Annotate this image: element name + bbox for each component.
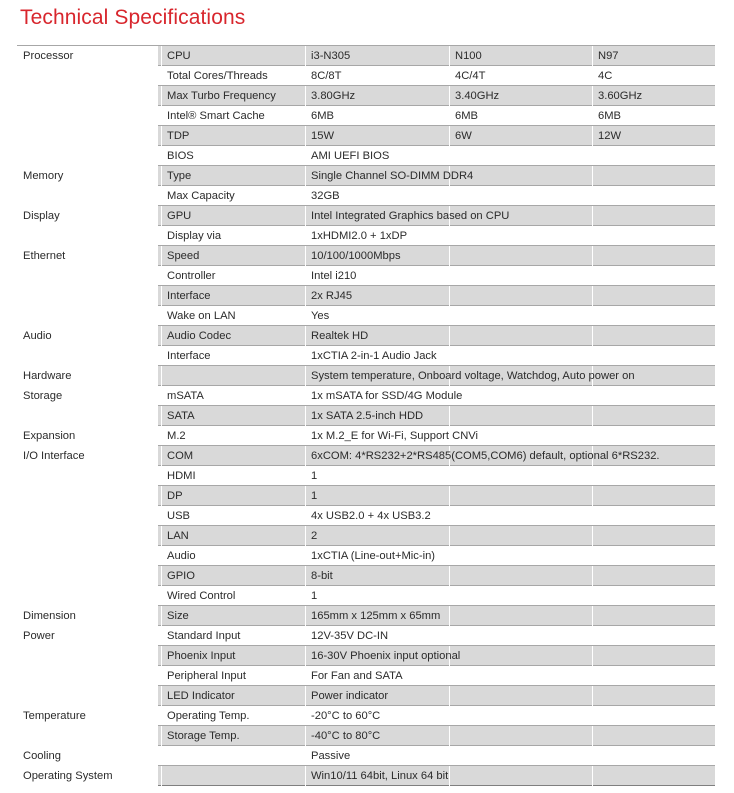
column-divider: [449, 126, 450, 146]
row-band: [158, 526, 715, 546]
spec-value: -40°C to 80°C: [311, 730, 381, 742]
spec-value: 32GB: [311, 190, 340, 202]
spec-value: 1: [311, 590, 318, 602]
column-divider: [449, 566, 450, 586]
column-divider: [305, 446, 306, 466]
spec-value: 16-30V Phoenix input optional: [311, 650, 461, 662]
column-divider: [449, 406, 450, 426]
spec-value: 2x RJ45: [311, 290, 353, 302]
column-divider: [161, 286, 162, 306]
spec-label: Type: [167, 170, 192, 182]
spec-value: 1x M.2_E for Wi-Fi, Support CNVi: [311, 430, 479, 442]
column-divider: [161, 566, 162, 586]
spec-label: Wake on LAN: [167, 310, 236, 322]
row-band: [158, 306, 715, 326]
column-divider: [305, 486, 306, 506]
spec-label: COM: [167, 450, 194, 462]
column-divider: [592, 646, 593, 666]
spec-label: Storage Temp.: [167, 730, 240, 742]
column-divider: [161, 86, 162, 106]
column-divider: [592, 206, 593, 226]
spec-label: Speed: [167, 250, 200, 262]
spec-value: 10/100/1000Mbps: [311, 250, 401, 262]
spec-row: [17, 306, 715, 326]
spec-value: Yes: [311, 310, 330, 322]
spec-value: Power indicator: [311, 690, 389, 702]
column-divider: [305, 686, 306, 706]
spec-row: [17, 66, 715, 86]
column-divider: [592, 246, 593, 266]
spec-value: 6xCOM: 4*RS232+2*RS485(COM5,COM6) default, optional 6*RS232.: [311, 450, 660, 462]
spec-label: Audio: [167, 550, 196, 562]
spec-value: i3-N305: [311, 50, 351, 62]
spec-label: Wired Control: [167, 590, 236, 602]
spec-label: Phoenix Input: [167, 650, 236, 662]
column-divider: [161, 406, 162, 426]
spec-label: M.2: [167, 430, 186, 442]
row-band: [158, 186, 715, 206]
row-band: [158, 506, 715, 526]
column-divider: [592, 726, 593, 746]
spec-label: Peripheral Input: [167, 670, 246, 682]
spec-value: 1x SATA 2.5-inch HDD: [311, 410, 424, 422]
row-band: [158, 226, 715, 246]
spec-value: 4x USB2.0 + 4x USB3.2: [311, 510, 431, 522]
column-divider: [305, 206, 306, 226]
spec-value: Intel Integrated Graphics based on CPU: [311, 210, 510, 222]
spec-category: Audio: [23, 330, 52, 342]
column-divider: [592, 406, 593, 426]
spec-row: [17, 326, 715, 346]
spec-value: 1xCTIA (Line-out+Mic-in): [311, 550, 436, 562]
spec-value: 8-bit: [311, 570, 333, 582]
spec-row: [17, 386, 715, 406]
column-divider: [592, 86, 593, 106]
spec-row: [17, 546, 715, 566]
spec-value: AMI UEFI BIOS: [311, 150, 390, 162]
spec-category: Temperature: [23, 710, 86, 722]
spec-row: [17, 146, 715, 166]
spec-value: 6MB: [311, 110, 335, 122]
spec-row: [17, 206, 715, 226]
spec-label: LED Indicator: [167, 690, 235, 702]
spec-value: 12W: [598, 130, 622, 142]
spec-row: [17, 226, 715, 246]
spec-label: Controller: [167, 270, 216, 282]
row-band: [158, 486, 715, 506]
spec-label: LAN: [167, 530, 189, 542]
column-divider: [449, 606, 450, 626]
spec-row: [17, 666, 715, 686]
spec-value: For Fan and SATA: [311, 670, 403, 682]
column-divider: [161, 526, 162, 546]
spec-row: [17, 606, 715, 626]
spec-row: [17, 166, 715, 186]
column-divider: [592, 286, 593, 306]
column-divider: [305, 726, 306, 746]
column-divider: [305, 166, 306, 186]
spec-value: 3.80GHz: [311, 90, 356, 102]
spec-value: 4C/4T: [455, 70, 486, 82]
spec-row: [17, 346, 715, 366]
spec-row: [17, 246, 715, 266]
column-divider: [592, 126, 593, 146]
spec-value: 12V-35V DC-IN: [311, 630, 389, 642]
spec-value: 4C: [598, 70, 613, 82]
spec-category: Hardware: [23, 370, 72, 382]
column-divider: [161, 726, 162, 746]
spec-value: 3.40GHz: [455, 90, 500, 102]
spec-label: Max Turbo Frequency: [167, 90, 276, 102]
spec-label: GPIO: [167, 570, 195, 582]
spec-label: TDP: [167, 130, 190, 142]
spec-category: Processor: [23, 50, 74, 62]
spec-label: Intel® Smart Cache: [167, 110, 265, 122]
row-band: [158, 266, 715, 286]
spec-value: 1xCTIA 2-in-1 Audio Jack: [311, 350, 437, 362]
spec-value: 1x mSATA for SSD/4G Module: [311, 390, 463, 402]
spec-value: 15W: [311, 130, 335, 142]
spec-row: [17, 126, 715, 146]
spec-value: 3.60GHz: [598, 90, 643, 102]
spec-category: Expansion: [23, 430, 76, 442]
spec-row: [17, 106, 715, 126]
spec-value: Win10/11 64bit, Linux 64 bit: [311, 770, 449, 782]
spec-row: [17, 686, 715, 706]
spec-row: [17, 486, 715, 506]
column-divider: [161, 686, 162, 706]
spec-label: CPU: [167, 50, 191, 62]
spec-category: Operating System: [23, 770, 113, 782]
spec-label: Operating Temp.: [167, 710, 250, 722]
column-divider: [161, 486, 162, 506]
row-band: [158, 746, 715, 766]
column-divider: [449, 766, 450, 786]
spec-row: [17, 286, 715, 306]
spec-category: I/O Interface: [23, 450, 85, 462]
spec-category: Display: [23, 210, 60, 222]
spec-category: Storage: [23, 390, 63, 402]
spec-row: [17, 766, 715, 786]
column-divider: [305, 126, 306, 146]
spec-label: mSATA: [167, 390, 204, 402]
row-band: [158, 466, 715, 486]
row-band: [158, 626, 715, 646]
column-divider: [449, 486, 450, 506]
spec-value: N100: [455, 50, 482, 62]
column-divider: [305, 86, 306, 106]
column-divider: [592, 486, 593, 506]
spec-row: [17, 726, 715, 746]
spec-row: [17, 86, 715, 106]
spec-value: 8C/8T: [311, 70, 342, 82]
spec-label: DP: [167, 490, 183, 502]
row-band: [158, 686, 715, 706]
column-divider: [449, 46, 450, 66]
column-divider: [449, 86, 450, 106]
spec-row: [17, 506, 715, 526]
column-divider: [305, 566, 306, 586]
spec-row: [17, 626, 715, 646]
spec-value: Single Channel SO-DIMM DDR4: [311, 170, 474, 182]
row-band: [158, 586, 715, 606]
row-band: [158, 546, 715, 566]
spec-value: System temperature, Onboard voltage, Watchdog, Auto power on: [311, 370, 635, 382]
spec-label: USB: [167, 510, 191, 522]
column-divider: [161, 646, 162, 666]
column-divider: [449, 726, 450, 746]
column-divider: [305, 766, 306, 786]
column-divider: [161, 126, 162, 146]
row-band: [158, 246, 715, 266]
column-divider: [305, 606, 306, 626]
spec-value: 165mm x 125mm x 65mm: [311, 610, 441, 622]
spec-label: HDMI: [167, 470, 196, 482]
spec-value: N97: [598, 50, 619, 62]
row-band: [158, 286, 715, 306]
spec-value: Passive: [311, 750, 351, 762]
column-divider: [305, 286, 306, 306]
spec-value: 6MB: [598, 110, 622, 122]
column-divider: [305, 526, 306, 546]
column-divider: [449, 326, 450, 346]
spec-label: Audio Codec: [167, 330, 232, 342]
spec-value: 1xHDMI2.0 + 1xDP: [311, 230, 408, 242]
column-divider: [449, 246, 450, 266]
spec-value: 1: [311, 490, 318, 502]
column-divider: [592, 166, 593, 186]
column-divider: [305, 366, 306, 386]
row-band: [158, 46, 715, 66]
spec-value: 6W: [455, 130, 472, 142]
row-band: [158, 566, 715, 586]
column-divider: [305, 326, 306, 346]
spec-value: 1: [311, 470, 318, 482]
spec-row: [17, 586, 715, 606]
spec-row: [17, 406, 715, 426]
column-divider: [592, 766, 593, 786]
spec-label: GPU: [167, 210, 192, 222]
column-divider: [449, 526, 450, 546]
spec-table: [17, 45, 715, 786]
column-divider: [449, 686, 450, 706]
spec-label: Total Cores/Threads: [167, 70, 268, 82]
spec-label: Max Capacity: [167, 190, 235, 202]
spec-value: Intel i210: [311, 270, 357, 282]
column-divider: [305, 406, 306, 426]
spec-row: [17, 426, 715, 446]
spec-value: 2: [311, 530, 318, 542]
column-divider: [592, 526, 593, 546]
spec-label: BIOS: [167, 150, 194, 162]
spec-value: Realtek HD: [311, 330, 369, 342]
page-title: Technical Specifications: [20, 6, 246, 29]
column-divider: [449, 286, 450, 306]
column-divider: [305, 246, 306, 266]
spec-value: -20°C to 60°C: [311, 710, 381, 722]
row-band: [158, 726, 715, 746]
row-band: [158, 326, 715, 346]
spec-value: 6MB: [455, 110, 479, 122]
column-divider: [592, 566, 593, 586]
spec-category: Memory: [23, 170, 64, 182]
spec-label: Interface: [167, 350, 211, 362]
row-band: [158, 146, 715, 166]
column-divider: [592, 326, 593, 346]
spec-row: [17, 746, 715, 766]
spec-label: Display via: [167, 230, 222, 242]
spec-category: Dimension: [23, 610, 76, 622]
spec-row: [17, 366, 715, 386]
spec-row: [17, 526, 715, 546]
spec-row: [17, 706, 715, 726]
row-band: [158, 126, 715, 146]
spec-row: [17, 646, 715, 666]
spec-label: Standard Input: [167, 630, 241, 642]
spec-category: Cooling: [23, 750, 61, 762]
spec-row: [17, 466, 715, 486]
spec-label: Interface: [167, 290, 211, 302]
column-divider: [592, 606, 593, 626]
row-band: [158, 406, 715, 426]
spec-row: [17, 566, 715, 586]
spec-category: Power: [23, 630, 55, 642]
column-divider: [305, 646, 306, 666]
column-divider: [305, 46, 306, 66]
column-divider: [592, 46, 593, 66]
spec-category: Ethernet: [23, 250, 66, 262]
spec-row: [17, 266, 715, 286]
spec-label: Size: [167, 610, 189, 622]
spec-row: [17, 46, 715, 66]
spec-row: [17, 446, 715, 466]
spec-label: SATA: [167, 410, 195, 422]
spec-row: [17, 186, 715, 206]
column-divider: [592, 686, 593, 706]
